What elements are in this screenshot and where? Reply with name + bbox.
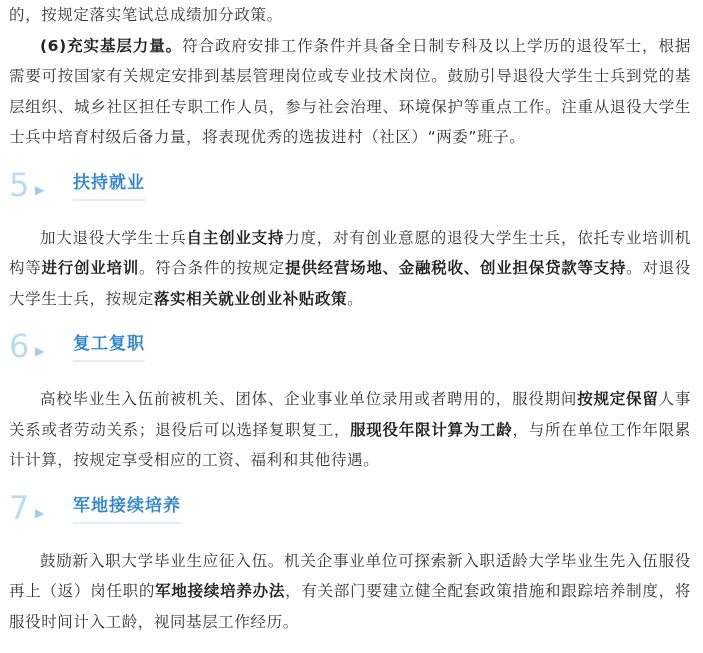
body-text: ，与所在单位工作年限累计计算，按规定享受相应的工资、福利和其他待遇。 (9, 420, 691, 469)
triangle-arrow-icon: ▶ (35, 182, 45, 197)
body-text: 鼓励新入职大学毕业生应征入伍。机关企事业单位可探索新入职适龄大学毕业生先入伍服役再上（返）岗任职的 (9, 551, 691, 600)
body-text: 。符合条件的按规定 (138, 259, 286, 277)
emphasis-text: 服现役年限计算为工龄 (350, 420, 513, 439)
body-text: 。对退役大学生士兵，按规定 (9, 259, 691, 308)
section-paragraph (9, 384, 691, 476)
body-text: 高校毕业生入伍前被机关、团体、企业事业单位录用或者聘用的，服役期间 (40, 390, 578, 408)
section-header (9, 318, 691, 365)
body-text: 力度，对有创业意愿的退役大学生士兵，依托专业培训机构等 (9, 228, 691, 277)
sections-container (9, 157, 691, 638)
section-number: 7 (9, 488, 30, 527)
body-text: 人事关系或者劳动关系；退役后可以选择复职复工， (9, 390, 691, 439)
item-6-label: (6) (40, 36, 67, 55)
section-number: 6 (9, 327, 30, 365)
section-paragraph (9, 546, 691, 638)
emphasis-text: 进行创业培训 (41, 259, 139, 277)
section-title: 扶持就业 (73, 173, 145, 201)
item-6-text: 符合政府安排工作条件并具备全日制专科及以上学历的退役军士，根据需要可按国家有关规定安排到基层管理岗位或专业技术岗位。鼓励引导退役大学生士兵到党的基层组织、城乡社区担任专职工作人员，参与社会治理、环境保护等重点工作。注重从退役大学生士兵中培育村级后备力量，将表现优秀的选拔进村（社区）“两委”班子。 (9, 36, 692, 146)
item-6-paragraph (9, 31, 691, 153)
section-header (9, 157, 691, 204)
intro-tail-paragraph: 的，按规定落实笔试总成绩加分政策。 (9, 6, 283, 24)
body-text: 加大退役大学生士兵 (40, 228, 187, 247)
triangle-arrow-icon: ▶ (35, 344, 45, 358)
emphasis-text: 军地接续培养办法 (155, 582, 286, 600)
item-6-heading: 充实基层力量。 (66, 36, 183, 55)
triangle-arrow-icon: ▶ (35, 505, 45, 520)
emphasis-text: 提供经营场地、金融税收、创业担保贷款等支持 (285, 259, 627, 277)
section-title: 复工复职 (73, 334, 145, 362)
section-paragraph (9, 223, 691, 315)
emphasis-text: 自主创业支持 (186, 228, 285, 247)
section-header (9, 480, 691, 527)
emphasis-text: 落实相关就业创业补贴政策 (153, 289, 348, 308)
section-number: 5 (9, 165, 30, 204)
body-text: 。 (347, 289, 364, 308)
body-text: ，有关部门要建立健全配套政策措施和跟踪培养制度，将服役时间计入工龄，视同基层工作经历。 (9, 582, 691, 631)
emphasis-text: 按规定保留 (577, 390, 659, 408)
section-title: 军地接续培养 (73, 496, 181, 524)
